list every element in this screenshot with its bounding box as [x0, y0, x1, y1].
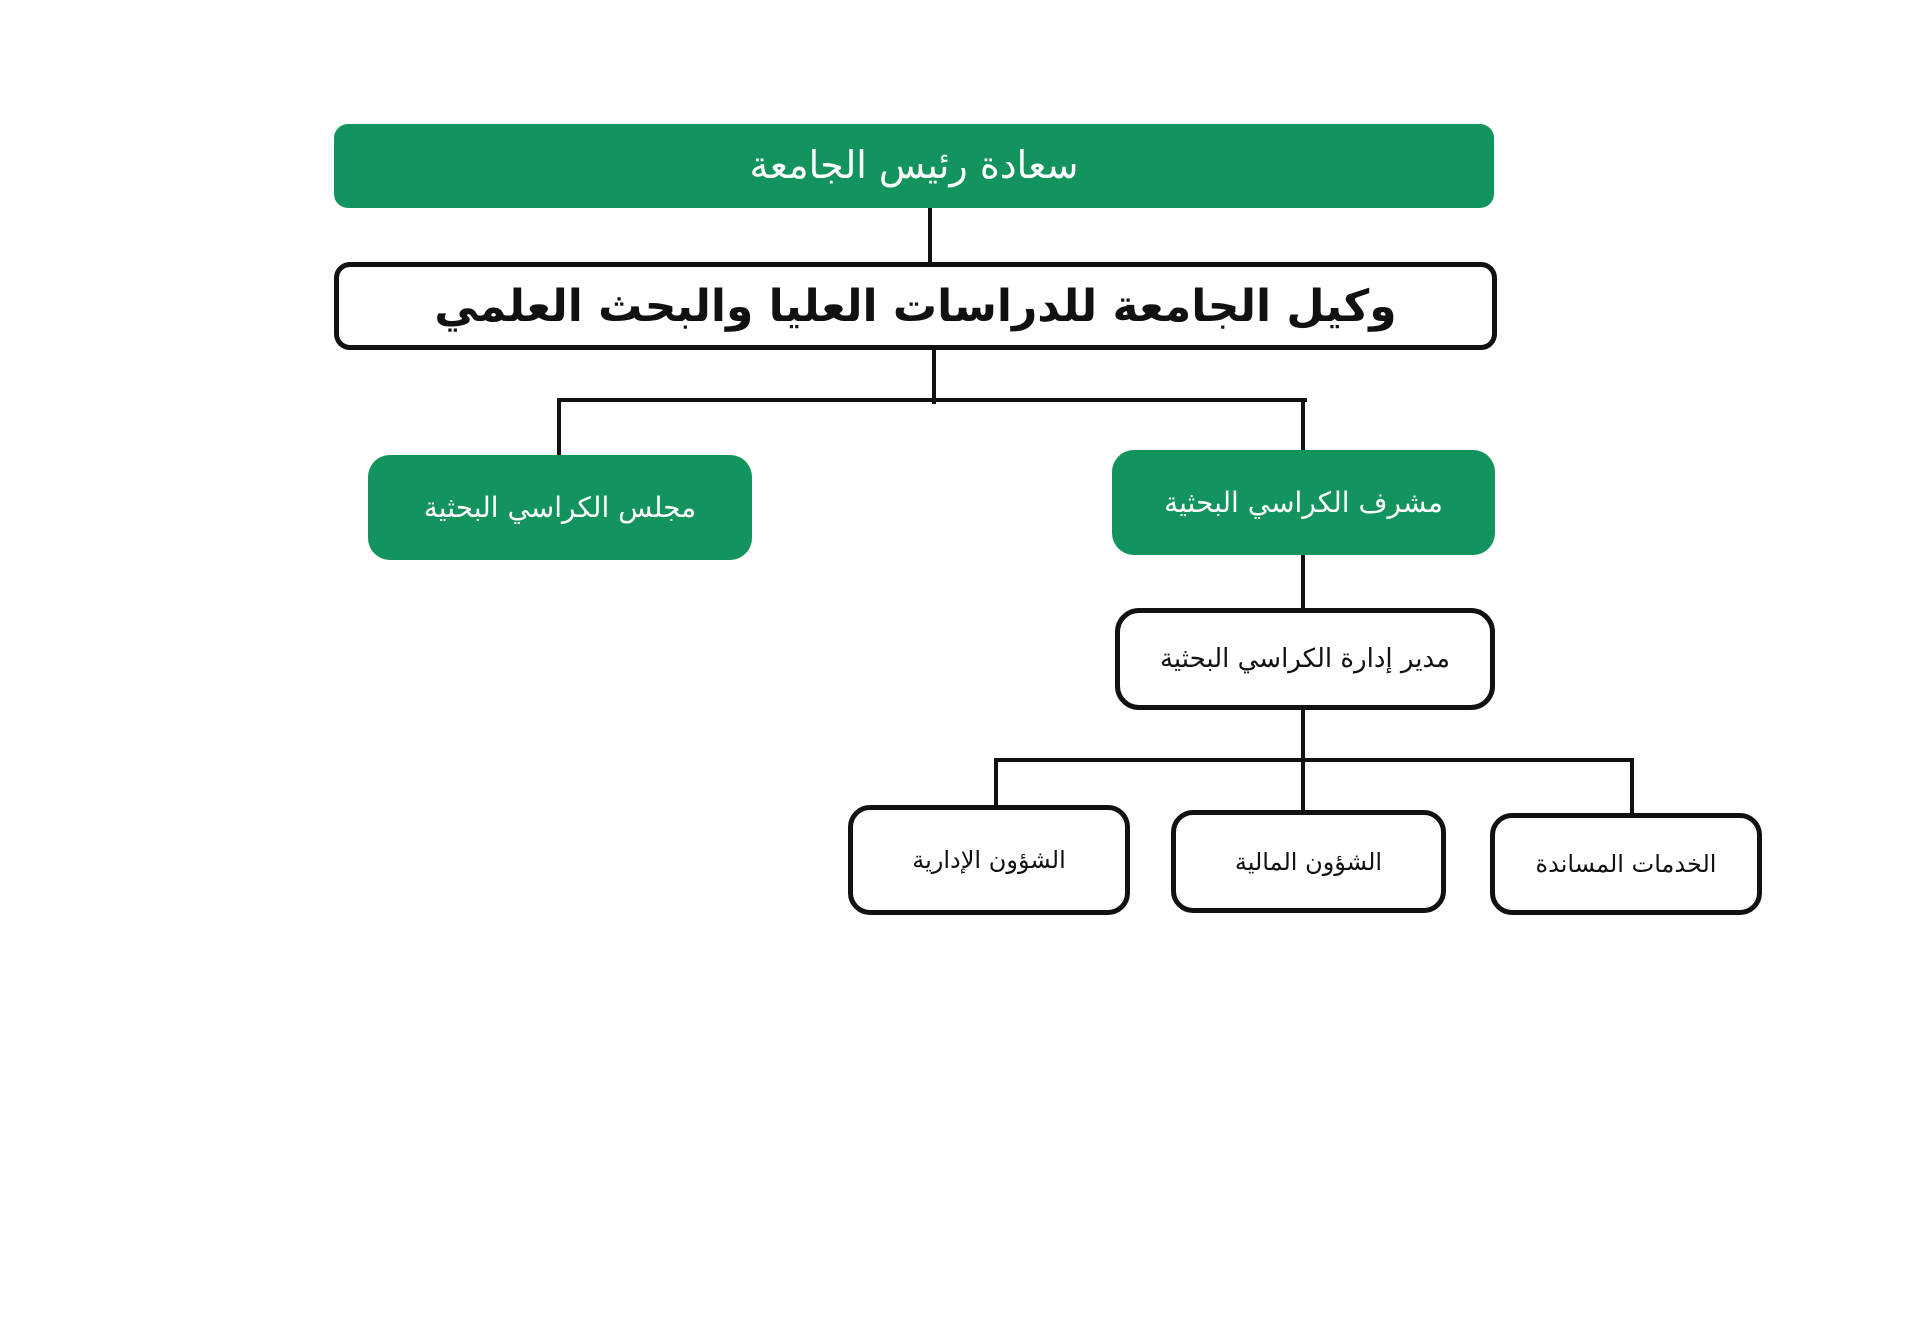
- node-vice-rector-label: وكيل الجامعة للدراسات العليا والبحث العلمي: [434, 280, 1397, 332]
- connector-level4-crossbar: [994, 758, 1634, 762]
- node-research-chairs-director-label: مدير إدارة الكراسي البحثية: [1159, 643, 1451, 674]
- node-research-chairs-council: [368, 455, 752, 560]
- node-research-chairs-director: [1115, 608, 1495, 710]
- node-financial-affairs-label: الشؤون المالية: [1234, 847, 1383, 876]
- node-vice-rector-graduate-studies: [334, 262, 1497, 350]
- connector-supervisor-to-director: [1301, 553, 1305, 611]
- connector-drop-support: [1630, 758, 1634, 816]
- connector-drop-council: [557, 398, 561, 458]
- node-research-chairs-council-label: مجلس الكراسي البحثية: [423, 491, 697, 524]
- node-research-chairs-supervisor-label: مشرف الكراسي البحثية: [1164, 486, 1443, 519]
- node-financial-affairs: [1171, 810, 1446, 913]
- connector-drop-supervisor: [1301, 398, 1305, 454]
- node-administrative-affairs: [848, 805, 1130, 915]
- connector-president-to-vice: [928, 206, 932, 264]
- node-university-president: [334, 124, 1494, 208]
- connector-drop-admin: [994, 758, 998, 808]
- node-administrative-affairs-label: الشؤون الإدارية: [912, 846, 1066, 874]
- connector-level2-crossbar: [557, 398, 1307, 402]
- node-university-president-label: سعادة رئيس الجامعة: [749, 143, 1079, 188]
- node-support-services-label: الخدمات المساندة: [1535, 850, 1717, 878]
- node-support-services: [1490, 813, 1762, 915]
- node-research-chairs-supervisor: [1112, 450, 1495, 555]
- connector-vice-stem: [932, 348, 936, 404]
